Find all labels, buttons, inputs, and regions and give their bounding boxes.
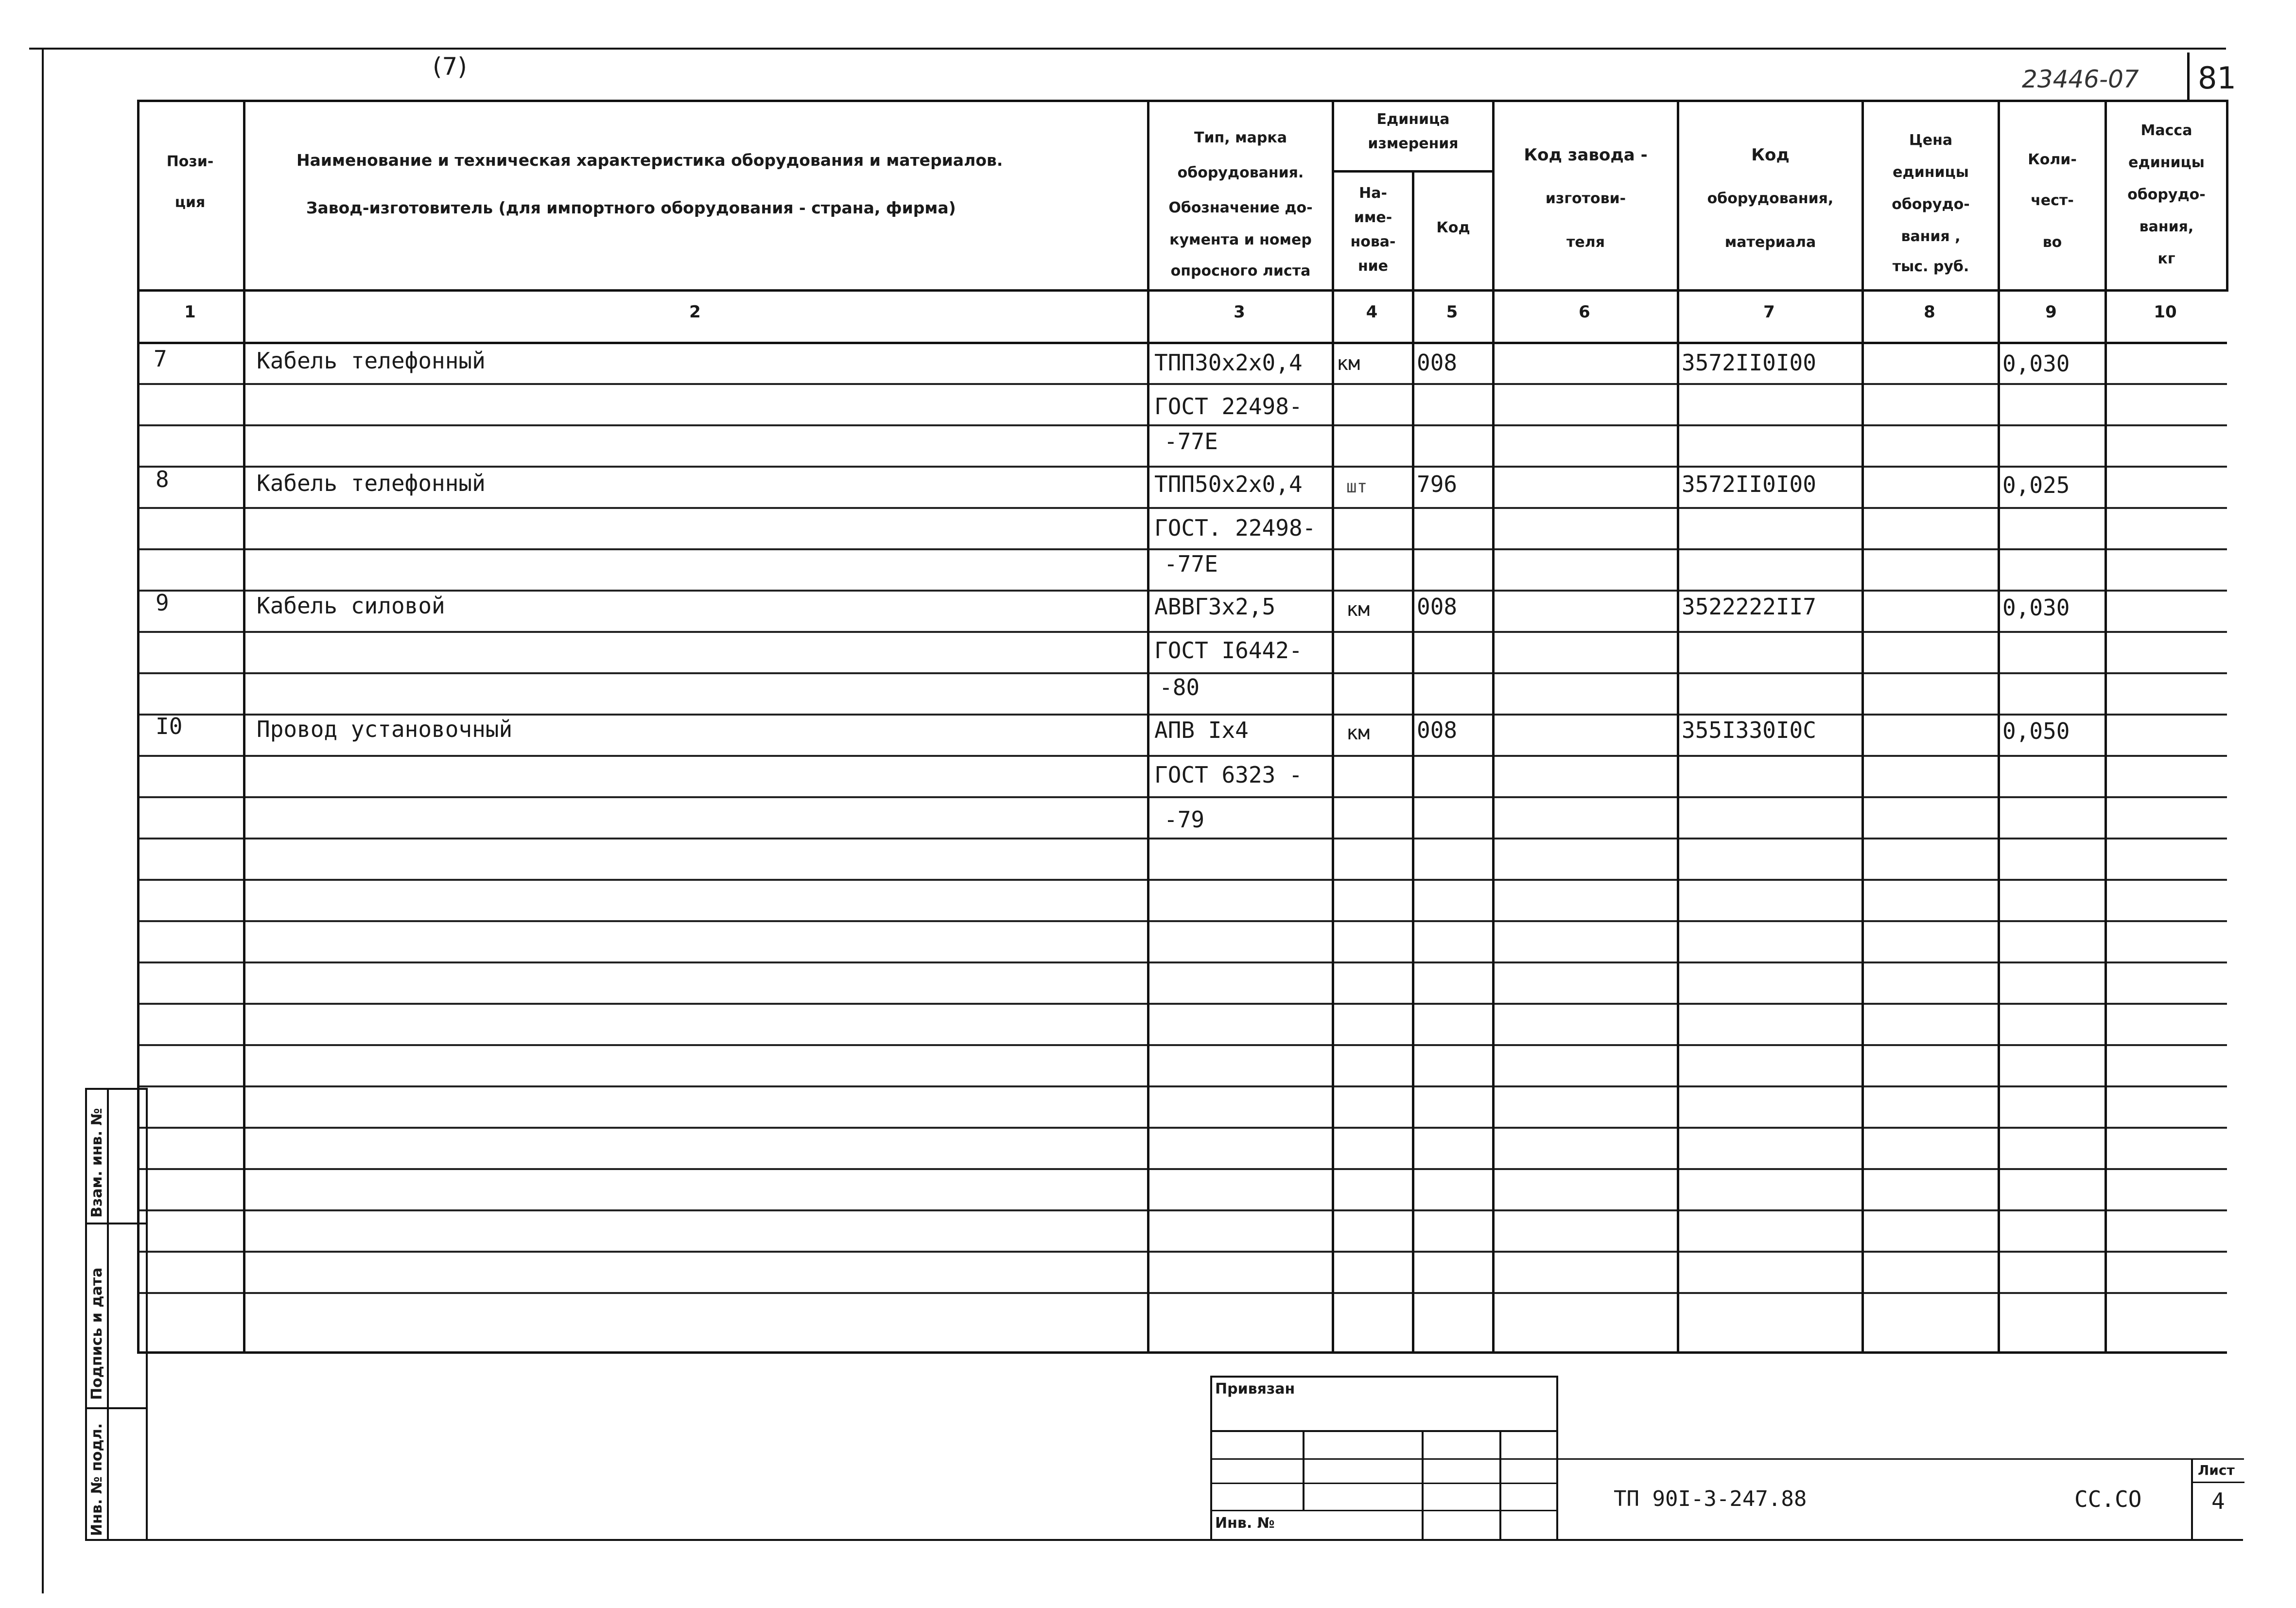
row-type-standard: ГОСТ 6323 -	[1154, 762, 1303, 788]
row-name: Кабель телефонный	[257, 470, 486, 496]
row-type-standard-cont: -80	[1159, 674, 1200, 700]
sheet-label: Лист	[2198, 1462, 2235, 1478]
header-equipment-code-line1: Код	[1751, 145, 1790, 165]
body-row-line	[137, 466, 2227, 468]
attached-box-line	[1210, 1430, 1556, 1432]
header-mass-line4: вания,	[2139, 218, 2194, 235]
side-stamp-divider	[85, 1407, 146, 1409]
body-row-line	[137, 920, 2227, 922]
side-stamp-divider	[85, 1223, 146, 1224]
row-unit: км	[1346, 598, 1370, 621]
row-position: 8	[156, 466, 169, 492]
row-quantity: 0,050	[2002, 718, 2070, 744]
header-name-line2: Завод-изготовитель (для импортного оборудования - страна, фирма)	[306, 198, 956, 217]
header-type-line1: Тип, марка	[1194, 129, 1287, 146]
row-unit-code: 008	[1417, 594, 1458, 620]
body-row-line	[137, 1127, 2227, 1129]
sheet-mark: (7)	[433, 52, 467, 81]
archive-number: 23446-07	[2022, 65, 2139, 93]
row-unit-code: 008	[1417, 717, 1458, 743]
col-line-1-2	[243, 100, 245, 1354]
header-unit-group-line2: измерения	[1368, 135, 1459, 152]
document-code: ТП 90I-3-247.88	[1614, 1486, 1807, 1511]
header-position-line1: Пози-	[166, 153, 214, 170]
body-row-line	[137, 1292, 2227, 1294]
header-unit-name-line4: ние	[1357, 258, 1389, 275]
body-row-line	[137, 838, 2227, 839]
body-row-line	[137, 631, 2227, 633]
col-line-9-10	[2105, 100, 2107, 1354]
row-unit-code: 008	[1417, 350, 1458, 376]
header-unit-name-line2: име-	[1354, 209, 1392, 226]
row-type: АВВГ3х2,5	[1154, 594, 1276, 620]
column-number: 1	[184, 302, 196, 322]
body-row-line	[137, 755, 2227, 757]
header-position-line2: ция	[174, 194, 206, 211]
row-type-standard: ГОСТ I6442-	[1154, 637, 1303, 664]
column-number: 3	[1234, 302, 1245, 322]
row-position: 7	[154, 346, 167, 372]
sheet-number-box-left	[2191, 1458, 2193, 1539]
side-stamp-inner	[107, 1088, 109, 1540]
header-price-line2: единицы	[1893, 164, 1969, 181]
column-number: 6	[1579, 302, 1590, 322]
column-number: 4	[1366, 302, 1378, 322]
column-number: 2	[689, 302, 701, 322]
header-price-line5: тыс. руб.	[1892, 258, 1969, 275]
side-stamp-top	[85, 1088, 146, 1090]
row-equipment-code: 355I330I0C	[1682, 717, 1816, 743]
header-factory-code-line3: теля	[1566, 234, 1605, 251]
body-row-line	[137, 383, 2227, 385]
row-name: Кабель телефонный	[257, 348, 486, 374]
header-type-line2: оборудования.	[1177, 164, 1304, 181]
side-stamp-signature-date: Подпись и дата	[88, 1267, 105, 1400]
row-type-standard-cont: -79	[1164, 806, 1205, 833]
header-unit-code: Код	[1436, 219, 1470, 236]
body-row-line	[137, 1168, 2227, 1170]
column-number: 5	[1446, 302, 1458, 322]
col-line-6-7	[1677, 100, 1679, 1354]
header-mass-line2: единицы	[2128, 154, 2205, 171]
body-row-line	[137, 590, 2227, 592]
header-type-line4: кумента и номер	[1169, 231, 1312, 248]
header-type-line5: опросного листа	[1170, 262, 1311, 280]
attached-box-line	[1210, 1483, 1556, 1484]
body-row-line	[137, 1209, 2227, 1211]
row-equipment-code: 3572II0I00	[1682, 471, 1816, 497]
header-name-line1: Наименование и техническая характеристика оборудования и материалов.	[296, 151, 1003, 170]
col-line-left	[137, 100, 139, 1354]
body-row-line	[137, 879, 2227, 881]
header-quantity-line3: во	[2042, 234, 2062, 251]
header-quantity-line2: чест-	[2031, 192, 2074, 209]
sheet-number: 4	[2211, 1488, 2225, 1514]
col-line-right	[2226, 100, 2228, 292]
row-type: ТПП50х2х0,4	[1154, 471, 1303, 497]
row-position: 9	[156, 590, 169, 616]
header-unit-name-line3: нова-	[1350, 233, 1396, 250]
row-quantity: 0,030	[2002, 594, 2070, 621]
set-code: СС.СО	[2074, 1486, 2142, 1512]
row-name: Провод установочный	[257, 716, 513, 742]
column-number-bottom-line	[137, 342, 2227, 344]
row-quantity: 0,030	[2002, 350, 2070, 377]
row-unit: шт	[1346, 477, 1368, 497]
column-number: 7	[1763, 302, 1775, 322]
row-type-standard-cont: -77Е	[1164, 551, 1218, 577]
body-row-line	[137, 1085, 2227, 1087]
table-bottom-line	[137, 1351, 2227, 1354]
row-type-standard-cont: -77Е	[1164, 428, 1218, 454]
sheet-number-box-line	[2191, 1482, 2244, 1483]
row-position: I0	[156, 713, 183, 739]
page-corner-number: 81	[2198, 60, 2236, 96]
body-row-line	[137, 507, 2227, 509]
attached-box-col	[1422, 1430, 1424, 1539]
row-unit: км	[1346, 722, 1370, 744]
row-type: АПВ Iх4	[1154, 717, 1249, 743]
header-price-line1: Цена	[1909, 132, 1953, 149]
side-stamp-inventory-original: Инв. № подл.	[88, 1423, 105, 1536]
body-row-line	[137, 1044, 2227, 1046]
header-mass-line3: оборудо-	[2127, 186, 2206, 203]
col-line-4-5	[1412, 170, 1414, 1354]
header-price-line4: вания ,	[1901, 228, 1961, 245]
header-unit-name-line1: На-	[1359, 185, 1387, 202]
attached-box-col	[1499, 1430, 1501, 1539]
body-row-line	[137, 961, 2227, 963]
column-number: 8	[1924, 302, 1935, 322]
column-number: 10	[2154, 302, 2177, 322]
col-line-7-8	[1861, 100, 1864, 1354]
header-type-line3: Обозначение до-	[1168, 199, 1313, 216]
attached-box-col	[1303, 1430, 1305, 1510]
attached-box-line	[1210, 1510, 1556, 1511]
row-unit-code: 796	[1417, 471, 1458, 497]
side-stamp-right	[146, 1088, 148, 1540]
header-factory-code-line2: изготови-	[1545, 190, 1626, 207]
col-line-5-6	[1492, 100, 1495, 1354]
attached-label: Привязан	[1215, 1381, 1295, 1398]
row-equipment-code: 3572II0I00	[1682, 350, 1816, 376]
header-factory-code-line1: Код завода -	[1524, 145, 1648, 165]
attached-box-line	[1210, 1458, 1556, 1460]
header-equipment-code-line3: материала	[1724, 234, 1816, 251]
row-unit: км	[1337, 352, 1360, 375]
row-equipment-code: 3522222II7	[1682, 594, 1816, 620]
header-quantity-line1: Коли-	[2028, 151, 2077, 168]
side-stamp-bottom	[85, 1539, 2243, 1541]
row-type-standard: ГОСТ 22498-	[1154, 393, 1303, 419]
inventory-number-label: Инв. №	[1215, 1515, 1275, 1532]
attached-box-left	[1210, 1376, 1212, 1539]
body-row-line	[137, 796, 2227, 798]
attached-box-right	[1556, 1376, 1558, 1539]
col-line-8-9	[1998, 100, 2000, 1354]
table-top-line	[137, 100, 2227, 102]
header-price-line3: оборудо-	[1892, 196, 1970, 213]
header-equipment-code-line2: оборудования,	[1707, 190, 1834, 207]
row-type-standard: ГОСТ. 22498-	[1154, 515, 1316, 541]
header-mass-line5: кг	[2157, 250, 2175, 267]
side-stamp-inventory-replace: Взам. инв. №	[88, 1108, 105, 1218]
body-row-line	[137, 1251, 2227, 1253]
side-stamp-left	[85, 1088, 87, 1540]
row-name: Кабель силовой	[257, 593, 445, 619]
row-quantity: 0,025	[2002, 472, 2070, 498]
column-number: 9	[2045, 302, 2057, 322]
header-bottom-line	[137, 289, 2227, 292]
title-main-line	[1556, 1458, 2244, 1460]
header-unit-group-line1: Единица	[1376, 111, 1450, 128]
header-mass-line1: Масса	[2140, 122, 2192, 139]
body-row-line	[137, 1003, 2227, 1005]
attached-box-top	[1210, 1376, 1556, 1378]
col-line-3-4	[1332, 100, 1334, 1354]
row-type: ТПП30х2х0,4	[1154, 350, 1303, 376]
body-row-line	[137, 424, 2227, 426]
